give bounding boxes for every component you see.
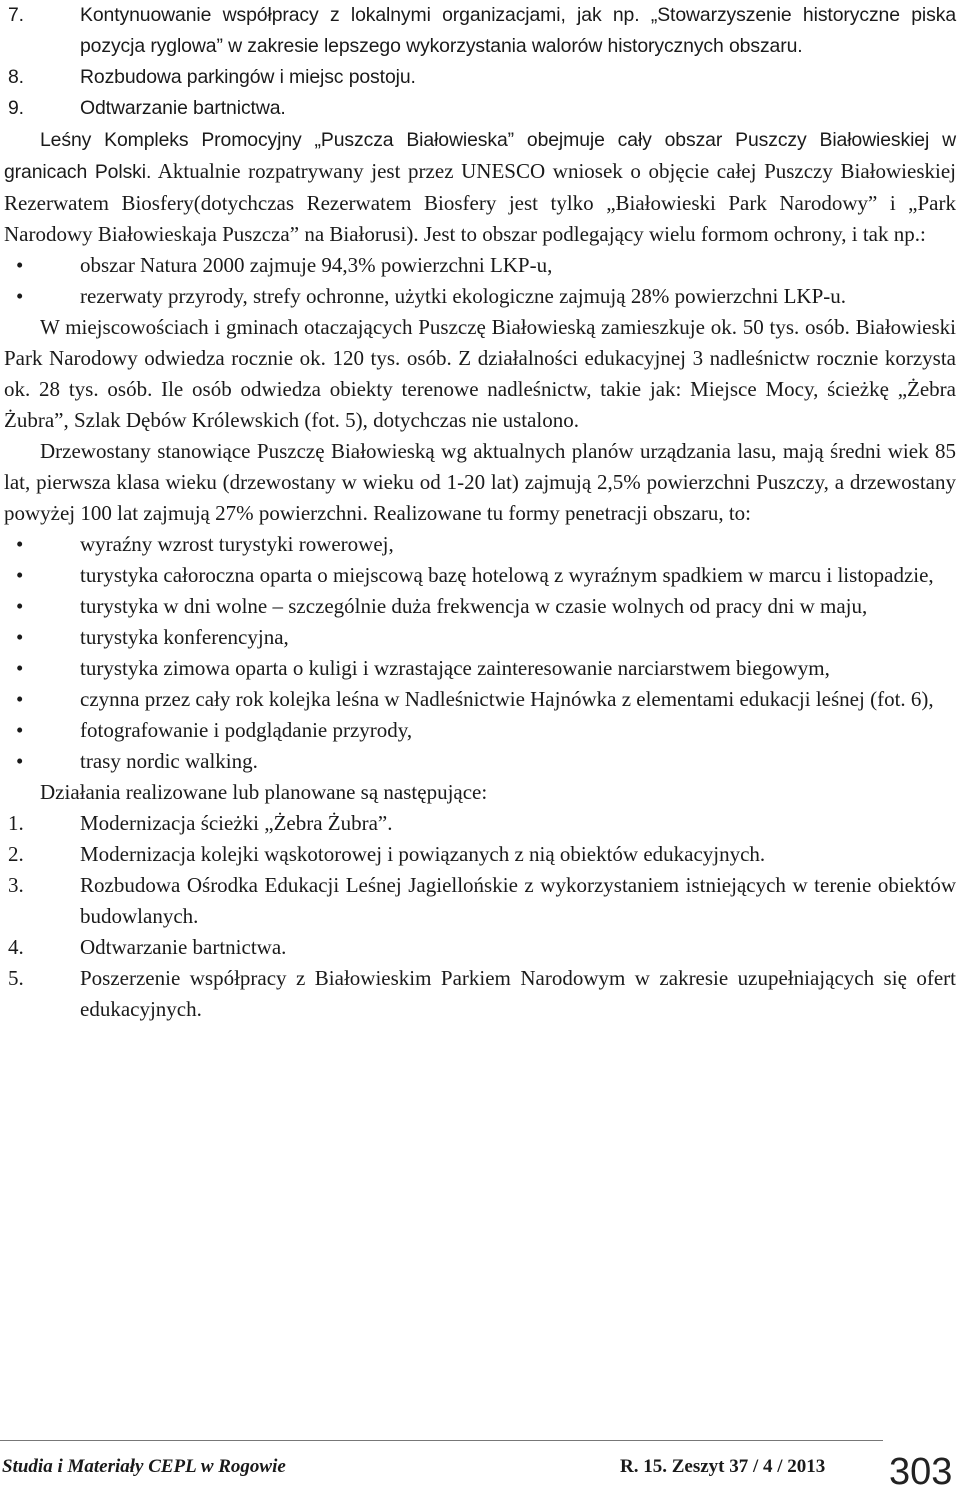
bullet-item: [4, 622, 956, 653]
bullet-text: czynna przez cały rok kolejka leśna w Nadleśnictwie Hajnówka z elementami edukacji leśnej (fot. 6),: [80, 687, 934, 711]
top-numbered-list: [4, 0, 956, 124]
list-item-text: Odtwarzanie bartnictwa.: [80, 97, 286, 119]
tourism-bullet-list: [4, 529, 956, 777]
list-item: [4, 62, 956, 93]
list-item: [4, 93, 956, 124]
bullet-item: [4, 529, 956, 560]
list-item: [4, 963, 956, 1025]
bullet-text: turystyka zimowa oparta o kuligi i wzrastające zainteresowanie narciarstwem biegowym,: [80, 656, 830, 680]
bullet-item: [4, 715, 956, 746]
list-number: 4.: [8, 935, 24, 959]
bullet-mark: •: [16, 284, 24, 308]
list-item-text: Rozbudowa Ośrodka Edukacji Leśnej Jagiellońskie z wykorzystaniem istniejących w terenie obiektów budowlanych.: [80, 873, 956, 928]
actions-numbered-list: [4, 808, 956, 1025]
page-number: 303: [889, 1451, 953, 1493]
bullet-item: [4, 653, 956, 684]
list-number: 5.: [8, 966, 24, 990]
bullet-mark: •: [16, 532, 24, 556]
bullet-mark: •: [16, 656, 24, 680]
bullet-item: [4, 591, 956, 622]
paragraph-lkp-intro: Leśny Kompleks Promocyjny „Puszcza Białowieska” obejmuje cały obszar Puszczy Białowieskiej w granicach Polski.: [4, 129, 956, 183]
list-item: [4, 932, 956, 963]
paragraph-lkp-body: Aktualnie rozpatrywany jest przez UNESCO wniosek o objęcie całej Puszczy Białowieskiej Rezerwatem Biosfery(dotychczas Rezerwatem Biosfery jest tylko „Białowieski Park Narodowy” i „Park Narodowy Białowieskaja Puszcza” na Białorusi). Jest to obszar podlegający wielu formom ochrony, i tak np.:: [4, 159, 956, 246]
list-item: [4, 0, 956, 62]
list-item-text: Rozbudowa parkingów i miejsc postoju.: [80, 66, 416, 88]
bullet-item: [4, 281, 956, 312]
list-number: 1.: [8, 811, 24, 835]
bullet-text: rezerwaty przyrody, strefy ochronne, użytki ekologiczne zajmują 28% powierzchni LKP-u.: [80, 284, 847, 308]
list-item-text: Modernizacja ścieżki „Żebra Żubra”.: [80, 811, 393, 835]
list-number: 8.: [8, 66, 24, 88]
list-item-text: Kontynuowanie współpracy z lokalnymi organizacjami, jak np. „Stowarzyszenie historyczne piska pozycja ryglowa” w zakresie lepszego wykorzystania walorów historycznych obszaru.: [80, 4, 956, 57]
protection-bullet-list: [4, 250, 956, 312]
footer-divider: [0, 1440, 883, 1441]
paragraph-visitors: W miejscowościach i gminach otaczających Puszczę Białowieską zamieszkuje ok. 50 tys. osób. Białowieski Park Narodowy odwiedza rocznie ok. 120 tys. osób. Z działalności edukacyjnej 3 nadleśnictw rocznie korzysta ok. 28 tys. osób. Ile osób odwiedza obiekty terenowe nadleśnictw, takie jak: Miejsce Mocy, ścieżkę „Żebra Żubra”, Szlak Dębów Królewskich (fot. 5), dotychczas nie ustalono.: [4, 315, 956, 432]
list-item-text: Modernizacja kolejki wąskotorowej i powiązanych z nią obiektów edukacyjnych.: [80, 842, 766, 866]
list-item-text: Odtwarzanie bartnictwa.: [80, 935, 287, 959]
list-item-text: Poszerzenie współpracy z Białowieskim Parkiem Narodowym w zakresie uzupełniających się ofert edukacyjnych.: [80, 966, 956, 1021]
bullet-item: [4, 560, 956, 591]
bullet-item: [4, 684, 956, 715]
page-footer: [0, 1440, 960, 1496]
list-number: 2.: [8, 842, 24, 866]
bullet-text: turystyka całoroczna oparta o miejscową bazę hotelową z wyraźnym spadkiem w marcu i listopadzie,: [80, 563, 934, 587]
bullet-mark: •: [16, 253, 24, 277]
list-item: [4, 808, 956, 839]
bullet-mark: •: [16, 749, 24, 773]
bullet-text: turystyka konferencyjna,: [80, 625, 289, 649]
list-number: 7.: [8, 4, 24, 26]
list-number: 9.: [8, 97, 24, 119]
bullet-mark: •: [16, 594, 24, 618]
bullet-mark: •: [16, 563, 24, 587]
bullet-item: [4, 746, 956, 777]
actions-intro: Działania realizowane lub planowane są następujące:: [40, 780, 488, 804]
paragraph-lkp: [4, 124, 956, 250]
bullet-text: obszar Natura 2000 zajmuje 94,3% powierzchni LKP-u,: [80, 253, 553, 277]
list-item: [4, 870, 956, 932]
bullet-mark: •: [16, 718, 24, 742]
paragraph-stands: Drzewostany stanowiące Puszczę Białowieską wg aktualnych planów urządzania lasu, mają średni wiek 85 lat, pierwsza klasa wieku (drzewostany w wieku od 1-20 lat) zajmują 2,5% powierzchni Puszczy, a drzewostany powyżej 100 lat zajmują 27% powierzchni. Realizowane tu formy penetracji obszaru, to:: [4, 439, 956, 525]
bullet-text: wyraźny wzrost turystyki rowerowej,: [80, 532, 394, 556]
bullet-text: trasy nordic walking.: [80, 749, 258, 773]
bullet-mark: •: [16, 687, 24, 711]
list-item: [4, 839, 956, 870]
journal-title: Studia i Materiały CEPL w Rogowie: [2, 1456, 286, 1477]
bullet-text: turystyka w dni wolne – szczególnie duża frekwencja w czasie wolnych od pracy dni w maju,: [80, 594, 868, 618]
bullet-text: fotografowanie i podglądanie przyrody,: [80, 718, 413, 742]
issue-info: R. 15. Zeszyt 37 / 4 / 2013: [620, 1456, 826, 1477]
bullet-mark: •: [16, 625, 24, 649]
page-content: [4, 0, 956, 1025]
bullet-item: [4, 250, 956, 281]
list-number: 3.: [8, 873, 24, 897]
